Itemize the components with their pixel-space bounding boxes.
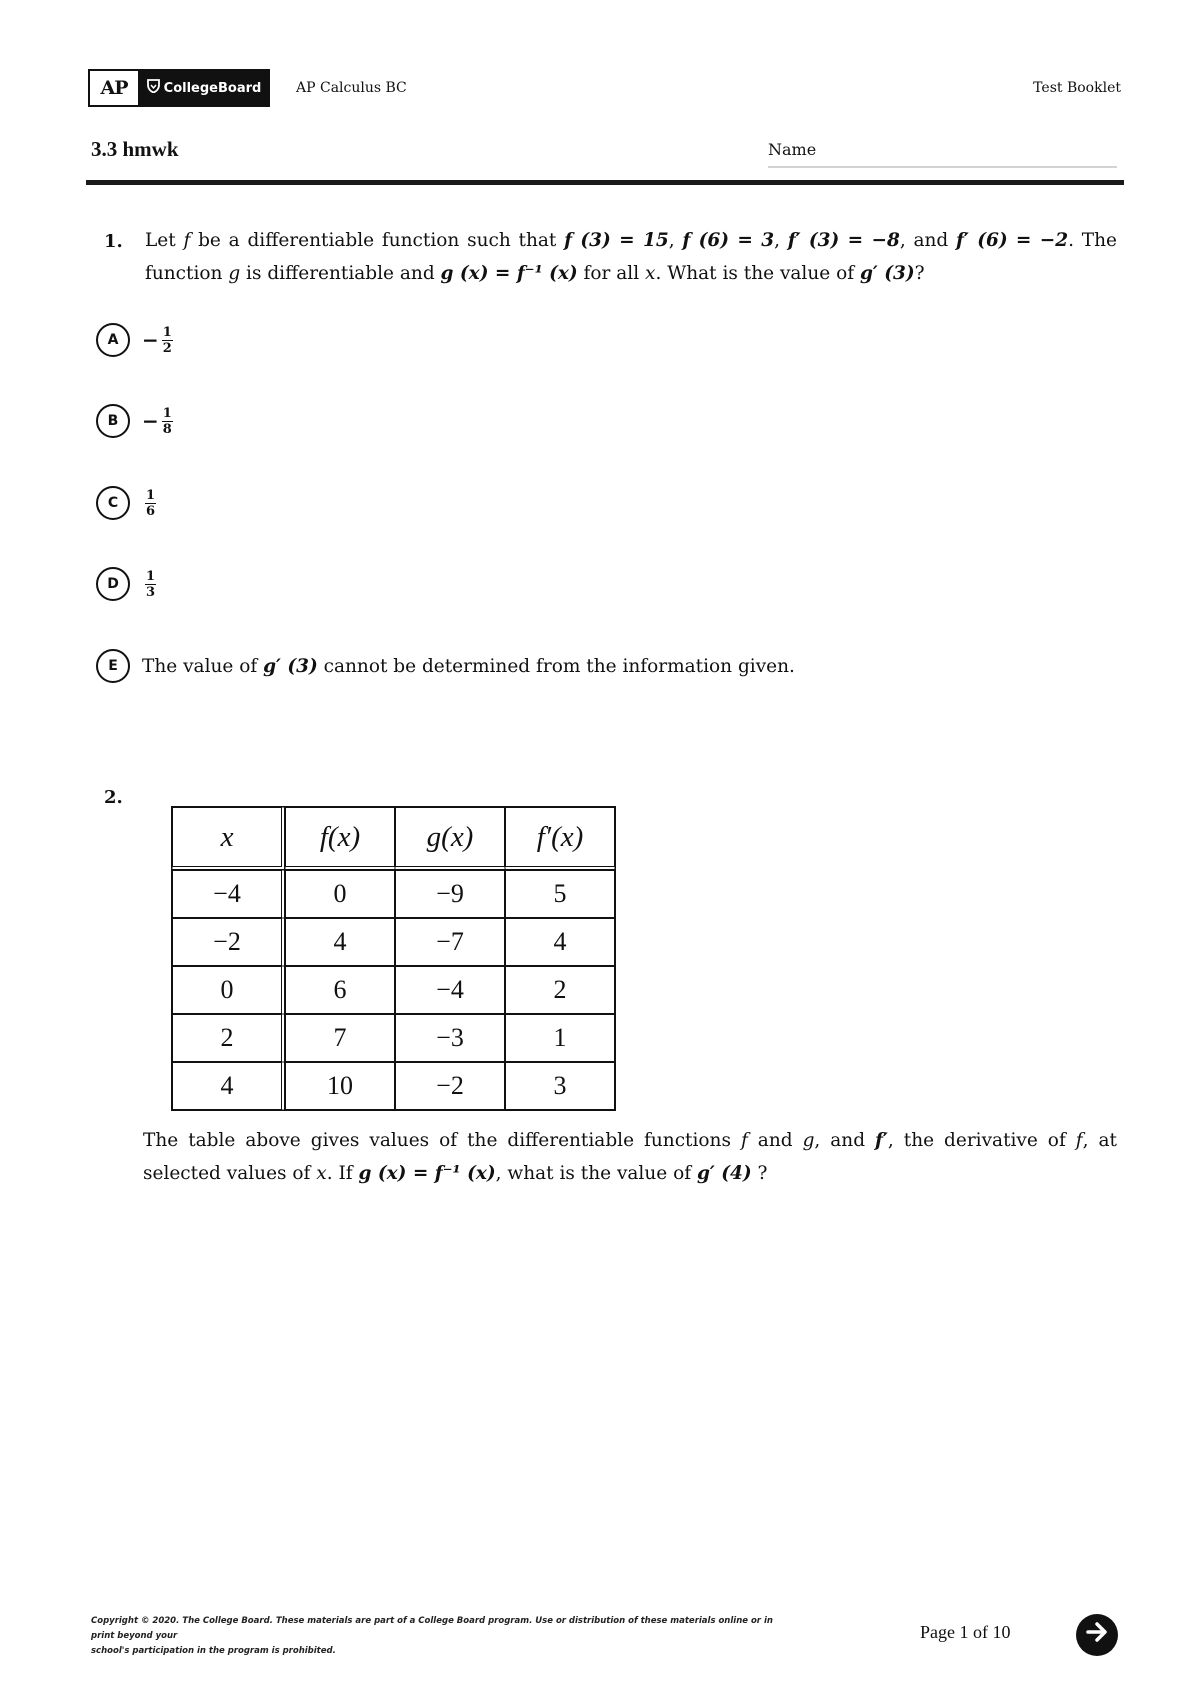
table-header-row [172,807,615,870]
course-name: AP Calculus BC [296,80,407,96]
table-cell: 1 [505,1014,615,1062]
table-cell: 7 [285,1014,395,1062]
table-row [172,1014,615,1062]
collegeboard-logo-text: CollegeBoard [163,80,262,96]
page-number: Page 1 of 10 [920,1622,1011,1642]
table-cell: 5 [505,870,615,918]
table-cell: 10 [285,1062,395,1110]
next-page-button[interactable] [1076,1614,1118,1656]
choice-a[interactable] [96,323,173,357]
table-cell: 0 [285,870,395,918]
copyright-notice: Copyright © 2020. The College Board. These materials are part of a College Board program. Use or distribution of these materials online or in print beyond your school's participation in the program is prohibited. [91,1616,773,1656]
math-expression: f′ [875,1130,888,1151]
table-cell: −3 [395,1014,505,1062]
choice-b-value: − $\frac{1}{8}$ [142,405,172,437]
arrow-right-icon [1084,1619,1110,1652]
table-cell: −9 [395,870,505,918]
ap-collegeboard-logo [88,69,270,107]
math-expression: g′ (3) [859,263,915,284]
table-cell: −4 [395,966,505,1014]
name-label: Name [768,140,817,159]
math-expression: f (3) = 15 [564,230,669,251]
math-expression: g (x) = f⁻¹ (x) [358,1163,496,1184]
values-table [171,806,616,1111]
table-row [172,918,615,966]
table-row [172,966,615,1014]
table-cell: 2 [172,1014,285,1062]
choice-c-value: $\frac{1}{6}$ [146,487,156,519]
choice-d-bubble[interactable]: D [96,567,130,601]
table-header: f′(x) [505,807,615,870]
choice-d[interactable] [96,567,156,601]
name-field-line[interactable] [768,166,1117,168]
choice-d-value: $\frac{1}{3}$ [146,568,156,600]
math-expression: g′ (4) [696,1163,752,1184]
math-expression: f (6) = 3 [682,230,775,251]
table-header: x [172,807,285,870]
choice-e-bubble[interactable]: E [96,649,130,683]
table-cell: 4 [172,1062,285,1110]
math-expression: g′ (3) [263,655,318,677]
table-cell: 3 [505,1062,615,1110]
question-2-number: 2. [104,787,123,808]
choice-c[interactable] [96,486,156,520]
table-row [172,1062,615,1110]
table-cell: 2 [505,966,615,1014]
table-cell: −4 [172,870,285,918]
ap-logo-text: AP [90,71,140,105]
table-cell: 4 [285,918,395,966]
math-expression: g (x) = f⁻¹ (x) [440,263,578,284]
collegeboard-logo [140,71,268,105]
table-cell: 6 [285,966,395,1014]
header-divider [86,180,1124,185]
math-expression: f′ (3) = −8 [787,230,900,251]
acorn-icon [147,79,160,97]
table-header: f(x) [285,807,395,870]
choice-e[interactable] [96,649,795,683]
math-expression: f′ (6) = −2 [956,230,1069,251]
table-cell: 0 [172,966,285,1014]
choice-b-bubble[interactable]: B [96,404,130,438]
table-cell: −2 [395,1062,505,1110]
table-cell: −7 [395,918,505,966]
choice-a-bubble[interactable]: A [96,323,130,357]
booklet-label: Test Booklet [1033,80,1121,96]
choice-b[interactable] [96,404,173,438]
question-1-number: 1. [104,231,123,252]
question-2-stem: The table above gives values of the differentiable functions f and g, and f′, the derivative of f, at selected values of x. If g (x) = f⁻¹ (x), what is the value of g′ (4) ? [143,1130,1117,1184]
assignment-title: 3.3 hmwk [91,137,179,161]
table-cell: −2 [172,918,285,966]
choice-e-text: The value of g′ (3) cannot be determined from the information given. [142,655,795,677]
choice-a-value: − $\frac{1}{2}$ [142,324,172,356]
table-cell: 4 [505,918,615,966]
choice-c-bubble[interactable]: C [96,486,130,520]
table-row [172,870,615,918]
question-1-stem: Let f be a differentiable function such that f (3) = 15, f (6) = 3, f′ (3) = −8, and f′ (6) = −2. The function g is differentiable and g (x) = f⁻¹ (x) for all x. What is the value of g′ (3)? [145,230,1117,284]
table-header: g(x) [395,807,505,870]
